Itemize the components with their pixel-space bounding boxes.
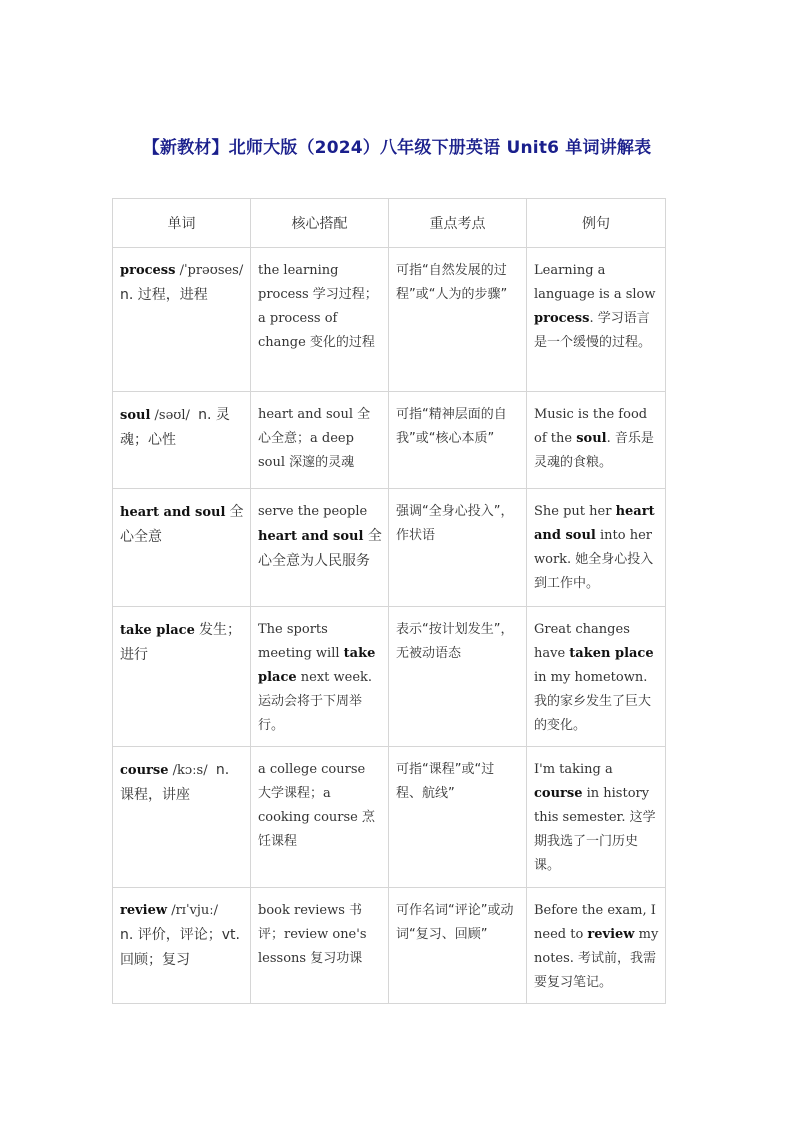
example-text-post: . 音乐是灵魂的食粮。 bbox=[534, 431, 654, 470]
word-cell bbox=[113, 747, 251, 888]
collocation-cell bbox=[251, 888, 389, 1004]
word-term: review bbox=[120, 903, 168, 918]
table-row bbox=[113, 747, 666, 888]
word-cell bbox=[113, 888, 251, 1004]
word-definition: n. 评价，评论；vt. 回顾；复习 bbox=[120, 927, 240, 968]
example-text-pre: I'm taking a bbox=[534, 762, 613, 777]
word-cell bbox=[113, 392, 251, 489]
word-definition: 全心全意 bbox=[120, 504, 244, 545]
collocation-keyword: take place bbox=[258, 646, 376, 685]
header-word: 单词 bbox=[113, 199, 251, 248]
word-term: soul bbox=[120, 408, 151, 423]
collocation-text-post: next week. 运动会将于下周举行。 bbox=[258, 670, 373, 733]
word-term: take place bbox=[120, 623, 195, 638]
example-text-pre: Before the exam, I need to bbox=[534, 903, 656, 942]
key-point-cell: 可指“自然发展的过程”或“人为的步骤” bbox=[389, 248, 527, 392]
word-cell bbox=[113, 248, 251, 392]
header-example: 例句 bbox=[527, 199, 666, 248]
example-keyword: soul bbox=[576, 431, 607, 446]
collocation-cell bbox=[251, 607, 389, 747]
word-cell bbox=[113, 607, 251, 747]
example-cell bbox=[527, 248, 666, 392]
example-keyword: taken place bbox=[569, 646, 654, 661]
example-text-post: . 学习语言是一个缓慢的过程。 bbox=[534, 311, 652, 350]
collocation-cell bbox=[251, 747, 389, 888]
key-point-cell: 可指“课程”或“过程、航线” bbox=[389, 747, 527, 888]
example-text-pre: She put her bbox=[534, 504, 616, 519]
collocation-text: book reviews 书评；review one's lessons 复习功课 bbox=[258, 903, 367, 966]
key-point-cell: 可作名词“评论”或动词“复习、回顾” bbox=[389, 888, 527, 1004]
word-definition: n. 课程，讲座 bbox=[120, 762, 230, 803]
example-keyword: course bbox=[534, 786, 583, 801]
collocation-text: the learning process 学习过程；a process of change 变化的过程 bbox=[258, 263, 378, 350]
collocation-cell bbox=[251, 248, 389, 392]
word-phonetic: /ˈprəʊses/ bbox=[175, 263, 244, 278]
table-row bbox=[113, 489, 666, 607]
word-term: heart and soul bbox=[120, 505, 226, 520]
example-cell bbox=[527, 392, 666, 489]
word-definition: n. 灵魂；心性 bbox=[120, 407, 230, 448]
example-text-pre: Great changes have bbox=[534, 622, 630, 661]
example-cell bbox=[527, 747, 666, 888]
document-title: 【新教材】北师大版（2024）八年级下册英语 Unit6 单词讲解表 bbox=[142, 138, 652, 158]
example-text-pre: Music is the food of the bbox=[534, 407, 648, 446]
header-key-point: 重点考点 bbox=[389, 199, 527, 248]
example-keyword: review bbox=[587, 927, 635, 942]
example-keyword: process bbox=[534, 311, 590, 326]
key-point-cell: 强调“全身心投入”，作状语 bbox=[389, 489, 527, 607]
example-cell bbox=[527, 489, 666, 607]
collocation-text-post: 全心全意为人民服务 bbox=[258, 528, 382, 569]
example-text-post: in history this semester. 这学期我选了一门历史课。 bbox=[534, 786, 656, 873]
collocation-text-pre: The sports meeting will bbox=[258, 622, 344, 661]
table-header-row bbox=[113, 199, 666, 248]
table-row bbox=[113, 888, 666, 1004]
table-row bbox=[113, 392, 666, 489]
collocation-text: heart and soul 全心全意；a deep soul 深邃的灵魂 bbox=[258, 407, 371, 470]
word-definition: n. 过程，进程 bbox=[120, 287, 208, 303]
example-text-post: my notes. 考试前，我需要复习笔记。 bbox=[534, 927, 659, 990]
word-term: course bbox=[120, 763, 169, 778]
collocation-keyword: heart and soul bbox=[258, 529, 364, 544]
collocation-text: a college course 大学课程；a cooking course 烹饪课程 bbox=[258, 762, 375, 849]
word-cell bbox=[113, 489, 251, 607]
word-definition: 发生；进行 bbox=[120, 622, 242, 663]
collocation-cell bbox=[251, 392, 389, 489]
example-text-post: in my hometown. 我的家乡发生了巨大的变化。 bbox=[534, 670, 652, 733]
word-phonetic: /kɔːs/ bbox=[168, 763, 208, 778]
header-collocation: 核心搭配 bbox=[251, 199, 389, 248]
table-row bbox=[113, 248, 666, 392]
table-row bbox=[113, 607, 666, 747]
word-phonetic: /səʊl/ bbox=[150, 408, 190, 423]
example-text-pre: Learning a language is a slow bbox=[534, 263, 656, 302]
word-term: process bbox=[120, 263, 176, 278]
collocation-cell bbox=[251, 489, 389, 607]
key-point-cell: 表示“按计划发生”，无被动语态 bbox=[389, 607, 527, 747]
example-cell bbox=[527, 607, 666, 747]
vocabulary-table bbox=[112, 198, 666, 1004]
example-text-post: into her work. 她全身心投入到工作中。 bbox=[534, 528, 654, 591]
word-phonetic: /rɪˈvjuː/ bbox=[167, 903, 219, 918]
collocation-text-pre: serve the people bbox=[258, 504, 368, 519]
example-cell bbox=[527, 888, 666, 1004]
key-point-cell: 可指“精神层面的自我”或“核心本质” bbox=[389, 392, 527, 489]
example-keyword: heart and soul bbox=[534, 504, 655, 543]
